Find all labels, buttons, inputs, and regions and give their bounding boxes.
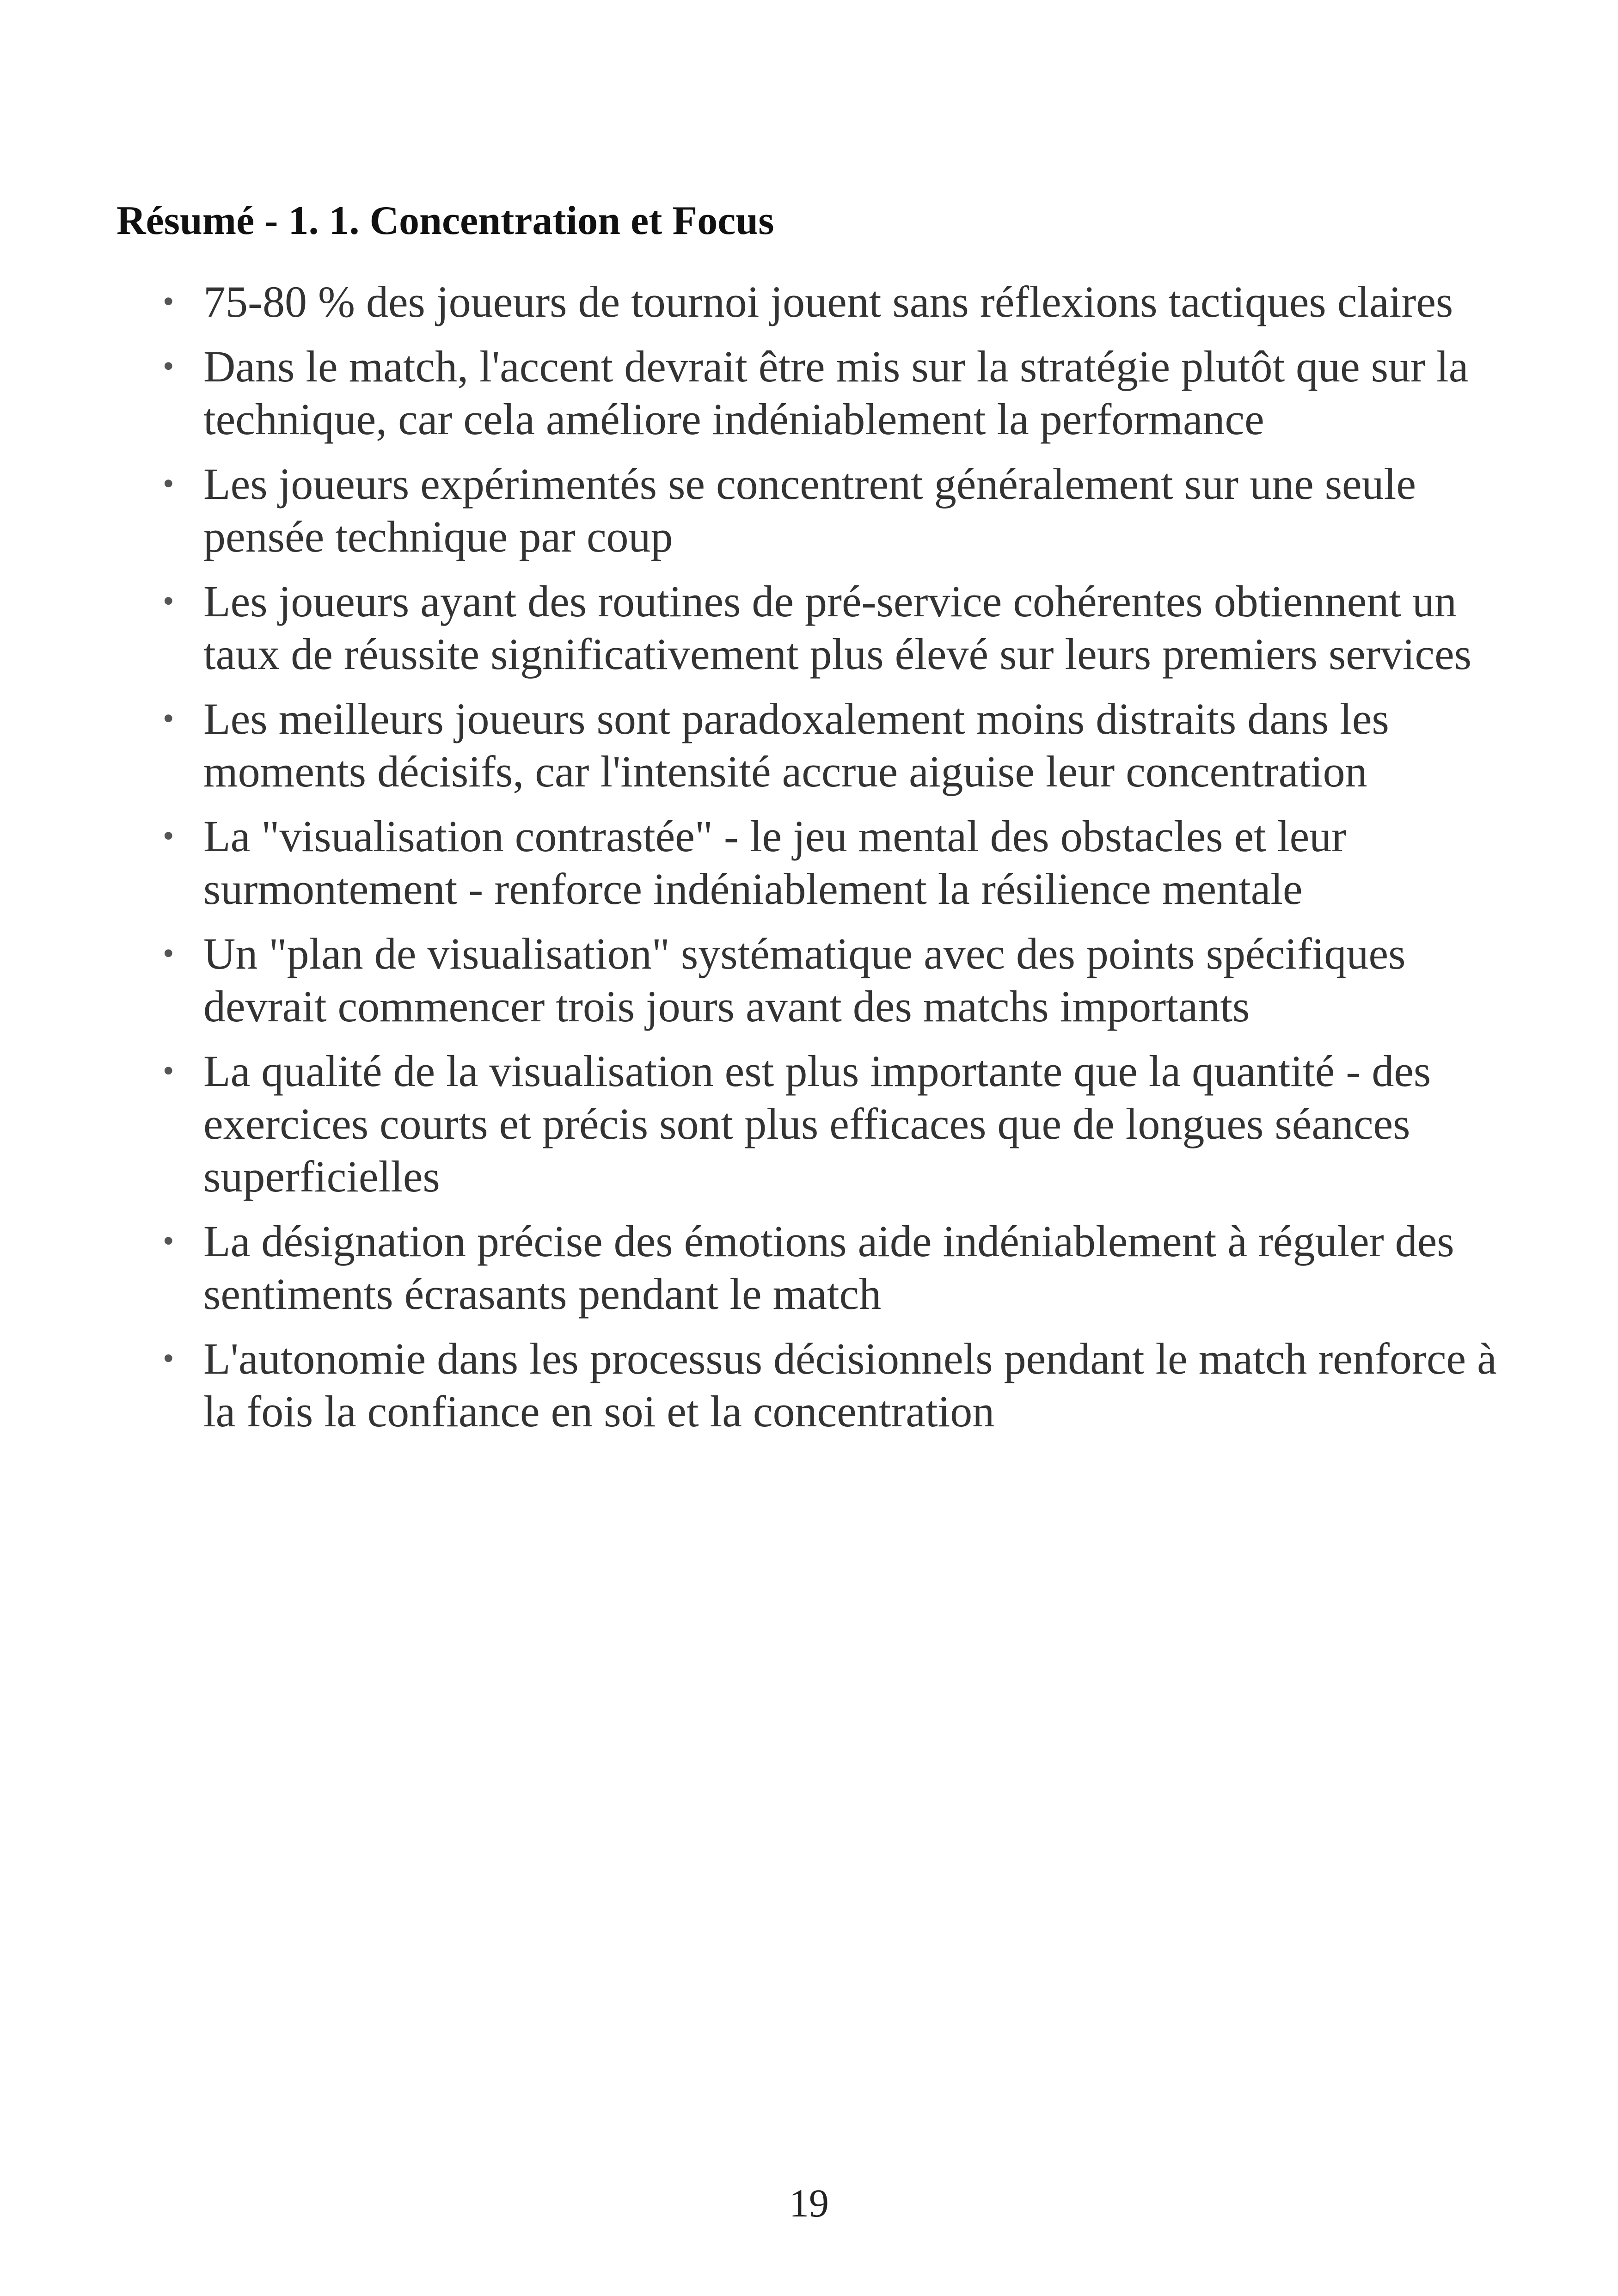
bullet-dot-icon: •: [163, 1053, 174, 1089]
bullet-dot-icon: •: [163, 1223, 174, 1259]
bullet-item: [0, 693, 1516, 798]
bullet-dot-icon: •: [163, 818, 174, 854]
bullet-text: Les joueurs ayant des routines de pré-service cohérentes obtiennent un taux de réussite significativement plus élevé sur leurs premiers services: [203, 577, 1472, 679]
summary-bullet-list: [0, 276, 1618, 1450]
bullet-item: [0, 810, 1516, 915]
bullet-dot-icon: •: [163, 466, 174, 502]
bullet-text: La désignation précise des émotions aide indéniablement à réguler des sentiments écrasants pendant le match: [203, 1216, 1454, 1319]
bullet-item: [0, 276, 1516, 328]
bullet-item: [0, 1215, 1516, 1320]
bullet-dot-icon: •: [163, 701, 174, 737]
bullet-text: La "visualisation contrastée" - le jeu mental des obstacles et leur surmontement - renforce indéniablement la résilience mentale: [203, 811, 1347, 914]
bullet-text: L'autonomie dans les processus décisionnels pendant le match renforce à la fois la confiance en soi et la concentration: [203, 1334, 1497, 1436]
bullet-dot-icon: •: [163, 583, 174, 619]
bullet-text: Un "plan de visualisation" systématique avec des points spécifiques devrait commencer trois jours avant des matchs importants: [203, 929, 1406, 1031]
bullet-dot-icon: •: [163, 1341, 174, 1376]
bullet-item: [0, 340, 1516, 446]
bullet-item: [0, 1332, 1516, 1438]
bullet-text: 75-80 % des joueurs de tournoi jouent sans réflexions tactiques claires: [203, 277, 1453, 326]
bullet-item: [0, 458, 1516, 563]
bullet-text: Les meilleurs joueurs sont paradoxalement moins distraits dans les moments décisifs, car l'intensité accrue aiguise leur concentration: [203, 694, 1389, 796]
bullet-dot-icon: •: [163, 349, 174, 384]
page-number: 19: [789, 2181, 829, 2225]
bullet-item: [0, 927, 1516, 1033]
bullet-dot-icon: •: [163, 936, 174, 971]
bullet-dot-icon: •: [163, 284, 174, 319]
section-heading: Résumé - 1. 1. Concentration et Focus: [116, 198, 774, 243]
bullet-text: La qualité de la visualisation est plus importante que la quantité - des exercices courts et précis sont plus efficaces que de longues séances superficielles: [203, 1046, 1431, 1201]
bullet-text: Dans le match, l'accent devrait être mis sur la stratégie plutôt que sur la technique, car cela améliore indéniablement la performance: [203, 342, 1469, 444]
bullet-text: Les joueurs expérimentés se concentrent généralement sur une seule pensée technique par coup: [203, 459, 1416, 561]
bullet-item: [0, 575, 1516, 681]
bullet-item: [0, 1045, 1516, 1203]
